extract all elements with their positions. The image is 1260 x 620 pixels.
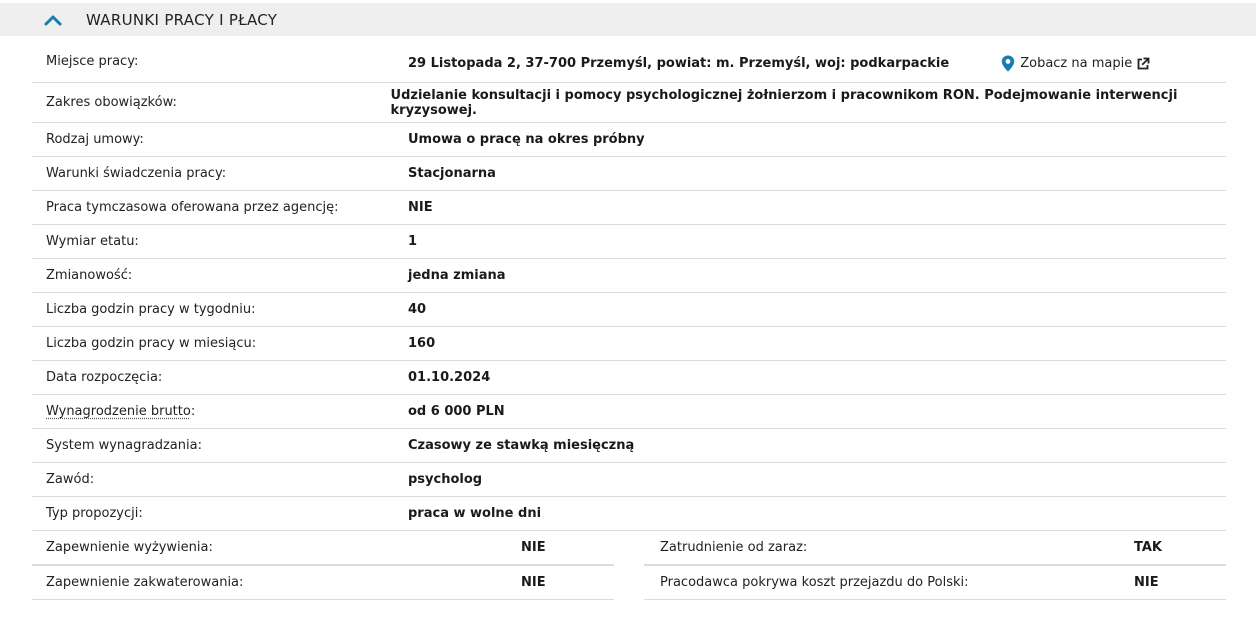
row-label: Liczba godzin pracy w tygodniu:	[46, 302, 256, 317]
table-row	[32, 191, 1226, 225]
row-value: psycholog	[408, 472, 483, 487]
row-value: 40	[408, 302, 427, 317]
table-row	[32, 531, 614, 566]
row-label: Pracodawca pokrywa koszt przejazdu do Polski:	[660, 575, 969, 590]
map-pin-icon	[1001, 55, 1015, 72]
table-row	[32, 83, 1226, 123]
row-value: od 6 000 PLN	[408, 404, 505, 419]
table-row	[32, 566, 614, 600]
table-row	[32, 497, 1226, 531]
row-label: Wymiar etatu:	[46, 234, 139, 249]
row-label: Data rozpoczęcia:	[46, 370, 163, 385]
table-row	[32, 463, 1226, 497]
row-label: Zmianowość:	[46, 268, 133, 283]
row-value: NIE	[521, 575, 546, 590]
table-row	[32, 259, 1226, 293]
row-value: Stacjonarna	[408, 166, 496, 181]
table-row	[32, 123, 1226, 157]
conditions-table	[32, 45, 1226, 600]
row-label: Zawód:	[46, 472, 95, 487]
row-value: 160	[408, 336, 436, 351]
table-row	[32, 361, 1226, 395]
row-label: Miejsce pracy:	[46, 54, 139, 69]
table-row	[32, 429, 1226, 463]
row-value: Umowa o pracę na okres próbny	[408, 132, 645, 147]
table-row	[32, 327, 1226, 361]
left-column	[32, 531, 614, 600]
section-title: WARUNKI PRACY I PŁACY	[86, 10, 278, 29]
row-label: Zakres obowiązków:	[46, 95, 177, 110]
row-value: TAK	[1134, 540, 1162, 555]
table-row	[644, 566, 1226, 600]
row-label: System wynagradzania:	[46, 438, 202, 453]
table-row	[32, 293, 1226, 327]
row-label: Typ propozycji:	[46, 506, 143, 521]
row-value: NIE	[408, 200, 433, 215]
row-value: 1	[408, 234, 418, 249]
table-row	[32, 395, 1226, 429]
section-header[interactable]	[0, 3, 1256, 36]
row-label: Praca tymczasowa oferowana przez agencję:	[46, 200, 339, 215]
right-column	[644, 531, 1226, 600]
see-on-map-link[interactable]	[1001, 55, 1150, 72]
row-label: Zapewnienie wyżywienia:	[46, 540, 213, 555]
row-label: Zatrudnienie od zaraz:	[660, 540, 808, 555]
row-label: Zapewnienie zakwaterowania:	[46, 575, 244, 590]
salary-tooltip-term[interactable]: Wynagrodzenie brutto	[46, 404, 191, 419]
row-label-salary[interactable]	[32, 404, 408, 419]
row-value: jedna zmiana	[408, 268, 506, 283]
row-value: NIE	[521, 540, 546, 555]
row-value: NIE	[1134, 575, 1159, 590]
table-row-location	[32, 45, 1226, 83]
row-value: Udzielanie konsultacji i pomocy psychologicznej żołnierzom i pracownikom RON. Podejmowanie interwencji kryzysowej.	[390, 87, 1178, 118]
row-value: 01.10.2024	[408, 370, 491, 385]
row-value: 29 Listopada 2, 37-700 Przemyśl, powiat: m. Przemyśl, woj: podkarpackie	[408, 56, 950, 71]
chevron-up-icon[interactable]	[38, 5, 68, 35]
row-value: praca w wolne dni	[408, 506, 542, 521]
see-on-map-label: Zobacz na mapie	[1020, 56, 1133, 71]
row-label: Liczba godzin pracy w miesiącu:	[46, 336, 257, 351]
table-row	[644, 531, 1226, 566]
label-colon: :	[190, 404, 196, 419]
table-row	[32, 157, 1226, 191]
row-label: Rodzaj umowy:	[46, 132, 144, 147]
table-row	[32, 225, 1226, 259]
row-label: Warunki świadczenia pracy:	[46, 166, 227, 181]
two-column-section	[32, 531, 1226, 600]
row-value: Czasowy ze stawką miesięczną	[408, 438, 635, 453]
external-link-icon	[1136, 57, 1150, 71]
